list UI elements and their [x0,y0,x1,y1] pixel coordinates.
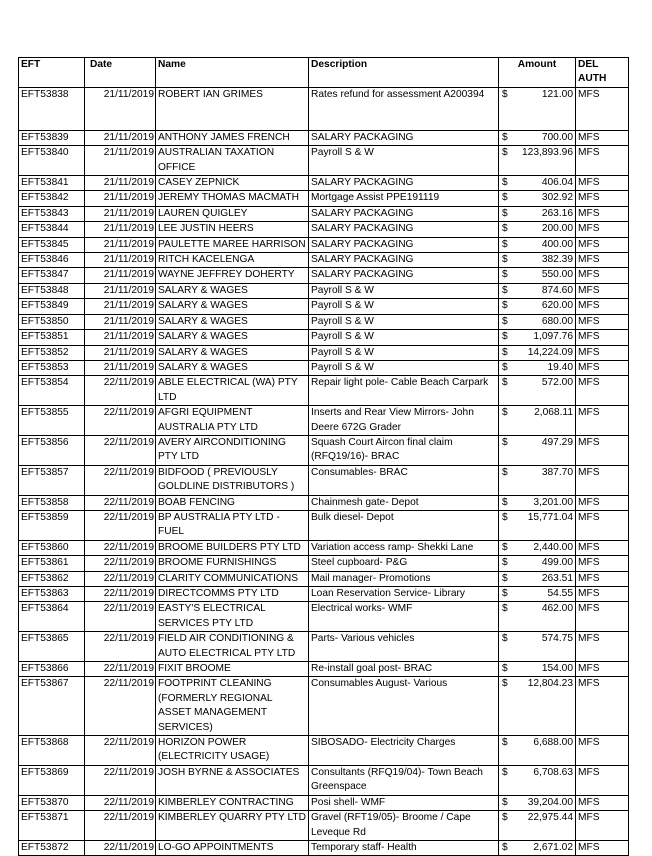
description-cell: Electrical works- WMF [309,602,499,632]
del-auth-cell: MFS [576,556,629,571]
description-cell: Loan Reservation Service- Library [309,587,499,602]
table-row [19,465,629,495]
del-auth-cell: MFS [576,435,629,465]
description-cell: Chainmesh gate- Depot [309,495,499,510]
eft-cell: EFT53849 [19,299,85,314]
description-cell: Payroll S & W [309,330,499,345]
amount-cell: 574.75 [513,632,576,662]
description-cell: Gravel (RFT19/05)- Broome / Cape Leveque Rd [309,811,499,841]
eft-cell: EFT53852 [19,345,85,360]
del-auth-cell: MFS [576,571,629,586]
date-cell: 22/11/2019 [85,587,156,602]
date-cell: 21/11/2019 [85,87,156,130]
currency-cell: $ [499,571,513,586]
del-auth-cell: MFS [576,283,629,298]
date-cell: 21/11/2019 [85,253,156,268]
table-row [19,795,629,810]
del-auth-cell: MFS [576,206,629,221]
eft-cell: EFT53851 [19,330,85,345]
description-cell: Inserts and Rear View Mirrors- John Deere 672G Grader [309,406,499,436]
currency-cell: $ [499,222,513,237]
name-cell: PAULETTE MAREE HARRISON [156,237,309,252]
description-cell: SALARY PACKAGING [309,222,499,237]
name-cell: ROBERT IAN GRIMES [156,87,309,130]
description-cell: Payroll S & W [309,146,499,176]
name-cell: BOAB FENCING [156,495,309,510]
del-auth-cell: MFS [576,840,629,855]
name-cell: FIELD AIR CONDITIONING & AUTO ELECTRICAL PTY LTD [156,632,309,662]
amount-cell: 462.00 [513,602,576,632]
del-auth-cell: MFS [576,191,629,206]
description-cell: SALARY PACKAGING [309,268,499,283]
eft-cell: EFT53870 [19,795,85,810]
date-cell: 21/11/2019 [85,191,156,206]
table-row [19,206,629,221]
date-cell: 21/11/2019 [85,345,156,360]
del-auth-cell: MFS [576,360,629,375]
date-cell: 22/11/2019 [85,736,156,766]
currency-cell: $ [499,495,513,510]
table-row [19,376,629,406]
name-cell: SALARY & WAGES [156,283,309,298]
del-auth-cell: MFS [576,662,629,677]
description-cell: Posi shell- WMF [309,795,499,810]
eft-cell: EFT53839 [19,130,85,145]
eft-cell: EFT53843 [19,206,85,221]
description-cell: Squash Court Aircon final claim (RFQ19/16)- BRAC [309,435,499,465]
date-cell: 21/11/2019 [85,206,156,221]
name-cell: SALARY & WAGES [156,360,309,375]
currency-cell: $ [499,314,513,329]
currency-cell: $ [499,435,513,465]
description-cell: Variation access ramp- Shekki Lane [309,540,499,555]
eft-cell: EFT53844 [19,222,85,237]
eft-cell: EFT53846 [19,253,85,268]
table-row [19,146,629,176]
table-row [19,130,629,145]
description-cell: Mail manager- Promotions [309,571,499,586]
name-cell: SALARY & WAGES [156,330,309,345]
date-cell: 22/11/2019 [85,540,156,555]
description-cell: Consumables August- Various [309,677,499,736]
currency-cell: $ [499,191,513,206]
currency-cell: $ [499,406,513,436]
del-auth-cell: MFS [576,146,629,176]
del-auth-cell: MFS [576,495,629,510]
description-cell: Parts- Various vehicles [309,632,499,662]
eft-cell: EFT53859 [19,510,85,540]
amount-cell: 3,201.00 [513,495,576,510]
table-row [19,283,629,298]
date-cell: 22/11/2019 [85,632,156,662]
del-auth-cell: MFS [576,330,629,345]
del-auth-cell: MFS [576,540,629,555]
description-cell: SIBOSADO- Electricity Charges [309,736,499,766]
del-auth-cell: MFS [576,632,629,662]
currency-cell: $ [499,662,513,677]
name-cell: LAUREN QUIGLEY [156,206,309,221]
table-row [19,840,629,855]
currency-cell: $ [499,556,513,571]
eft-cell: EFT53856 [19,435,85,465]
table-row [19,87,629,130]
date-cell: 21/11/2019 [85,268,156,283]
currency-cell: $ [499,677,513,736]
description-cell: Rates refund for assessment A200394 [309,87,499,130]
eft-cell: EFT53869 [19,765,85,795]
description-cell: SALARY PACKAGING [309,206,499,221]
amount-cell: 123,893.96 [513,146,576,176]
table-row [19,253,629,268]
description-cell: Payroll S & W [309,283,499,298]
name-cell: KIMBERLEY CONTRACTING [156,795,309,810]
currency-cell: $ [499,237,513,252]
table-row [19,176,629,191]
name-cell: RITCH KACELENGA [156,253,309,268]
table-row [19,330,629,345]
del-auth-cell: MFS [576,345,629,360]
amount-cell: 382.39 [513,253,576,268]
eft-cell: EFT53871 [19,811,85,841]
description-cell: Payroll S & W [309,314,499,329]
amount-cell: 6,688.00 [513,736,576,766]
description-cell: SALARY PACKAGING [309,237,499,252]
eft-cell: EFT53857 [19,465,85,495]
header-date: Date [85,58,156,88]
amount-cell: 54.55 [513,587,576,602]
amount-cell: 1,097.76 [513,330,576,345]
amount-cell: 2,440.00 [513,540,576,555]
name-cell: BROOME FURNISHINGS [156,556,309,571]
eft-cell: EFT53854 [19,376,85,406]
del-auth-cell: MFS [576,299,629,314]
name-cell: LEE JUSTIN HEERS [156,222,309,237]
date-cell: 22/11/2019 [85,495,156,510]
table-row [19,765,629,795]
amount-cell: 572.00 [513,376,576,406]
amount-cell: 154.00 [513,662,576,677]
table-row [19,435,629,465]
date-cell: 21/11/2019 [85,222,156,237]
table-row [19,237,629,252]
table-row [19,191,629,206]
name-cell: SALARY & WAGES [156,345,309,360]
del-auth-cell: MFS [576,736,629,766]
amount-cell: 22,975.44 [513,811,576,841]
currency-cell: $ [499,268,513,283]
date-cell: 22/11/2019 [85,435,156,465]
name-cell: BIDFOOD ( PREVIOUSLY GOLDLINE DISTRIBUTORS ) [156,465,309,495]
currency-cell: $ [499,376,513,406]
date-cell: 21/11/2019 [85,360,156,375]
date-cell: 22/11/2019 [85,406,156,436]
eft-cell: EFT53841 [19,176,85,191]
date-cell: 21/11/2019 [85,146,156,176]
name-cell: AFGRI EQUIPMENT AUSTRALIA PTY LTD [156,406,309,436]
table-row [19,632,629,662]
name-cell: ABLE ELECTRICAL (WA) PTY LTD [156,376,309,406]
date-cell: 21/11/2019 [85,176,156,191]
date-cell: 21/11/2019 [85,299,156,314]
currency-cell: $ [499,283,513,298]
name-cell: ANTHONY JAMES FRENCH [156,130,309,145]
date-cell: 21/11/2019 [85,314,156,329]
currency-cell: $ [499,736,513,766]
name-cell: CLARITY COMMUNICATIONS [156,571,309,586]
table-row [19,811,629,841]
currency-cell: $ [499,632,513,662]
currency-cell: $ [499,510,513,540]
description-cell: Consumables- BRAC [309,465,499,495]
date-cell: 22/11/2019 [85,795,156,810]
del-auth-cell: MFS [576,406,629,436]
date-cell: 21/11/2019 [85,237,156,252]
name-cell: LO-GO APPOINTMENTS [156,840,309,855]
del-auth-cell: MFS [576,237,629,252]
table-row [19,736,629,766]
amount-cell: 874.60 [513,283,576,298]
table-row [19,222,629,237]
amount-cell: 19.40 [513,360,576,375]
amount-cell: 550.00 [513,268,576,283]
del-auth-cell: MFS [576,811,629,841]
name-cell: KIMBERLEY QUARRY PTY LTD [156,811,309,841]
del-auth-cell: MFS [576,602,629,632]
name-cell: EASTY'S ELECTRICAL SERVICES PTY LTD [156,602,309,632]
date-cell: 22/11/2019 [85,510,156,540]
currency-cell: $ [499,299,513,314]
amount-cell: 121.00 [513,87,576,130]
amount-cell: 700.00 [513,130,576,145]
header-name: Name [156,58,309,88]
currency-cell: $ [499,587,513,602]
eft-cell: EFT53863 [19,587,85,602]
table-row [19,299,629,314]
amount-cell: 499.00 [513,556,576,571]
name-cell: JOSH BYRNE & ASSOCIATES [156,765,309,795]
amount-cell: 14,224.09 [513,345,576,360]
name-cell: BP AUSTRALIA PTY LTD - FUEL [156,510,309,540]
date-cell: 21/11/2019 [85,130,156,145]
currency-cell: $ [499,465,513,495]
date-cell: 22/11/2019 [85,662,156,677]
eft-cell: EFT53865 [19,632,85,662]
currency-cell: $ [499,795,513,810]
eft-cell: EFT53867 [19,677,85,736]
description-cell: Consultants (RFQ19/04)- Town Beach Greenspace [309,765,499,795]
amount-cell: 497.29 [513,435,576,465]
description-cell: Payroll S & W [309,299,499,314]
name-cell: WAYNE JEFFREY DOHERTY [156,268,309,283]
del-auth-cell: MFS [576,176,629,191]
del-auth-cell: MFS [576,376,629,406]
header-amount: Amount [499,58,576,88]
amount-cell: 6,708.63 [513,765,576,795]
del-auth-cell: MFS [576,510,629,540]
name-cell: DIRECTCOMMS PTY LTD [156,587,309,602]
currency-cell: $ [499,540,513,555]
amount-cell: 12,804.23 [513,677,576,736]
del-auth-cell: MFS [576,222,629,237]
currency-cell: $ [499,765,513,795]
del-auth-cell: MFS [576,268,629,283]
table-row [19,677,629,736]
amount-cell: 200.00 [513,222,576,237]
name-cell: AUSTRALIAN TAXATION OFFICE [156,146,309,176]
eft-cell: EFT53866 [19,662,85,677]
del-auth-cell: MFS [576,87,629,130]
currency-cell: $ [499,330,513,345]
name-cell: SALARY & WAGES [156,314,309,329]
table-row [19,345,629,360]
name-cell: AVERY AIRCONDITIONING PTY LTD [156,435,309,465]
description-cell: Mortgage Assist PPE191119 [309,191,499,206]
description-cell: Bulk diesel- Depot [309,510,499,540]
eft-cell: EFT53862 [19,571,85,586]
del-auth-cell: MFS [576,253,629,268]
amount-cell: 15,771.04 [513,510,576,540]
amount-cell: 263.51 [513,571,576,586]
currency-cell: $ [499,176,513,191]
currency-cell: $ [499,130,513,145]
date-cell: 22/11/2019 [85,376,156,406]
description-cell: Repair light pole- Cable Beach Carpark [309,376,499,406]
amount-cell: 2,068.11 [513,406,576,436]
date-cell: 22/11/2019 [85,765,156,795]
eft-cell: EFT53842 [19,191,85,206]
name-cell: JEREMY THOMAS MACMATH [156,191,309,206]
payments-table [18,57,629,856]
currency-cell: $ [499,87,513,130]
amount-cell: 263.16 [513,206,576,221]
currency-cell: $ [499,811,513,841]
amount-cell: 39,204.00 [513,795,576,810]
name-cell: SALARY & WAGES [156,299,309,314]
description-cell: Steel cupboard- P&G [309,556,499,571]
eft-cell: EFT53847 [19,268,85,283]
description-cell: Payroll S & W [309,345,499,360]
eft-cell: EFT53848 [19,283,85,298]
date-cell: 22/11/2019 [85,602,156,632]
table-row [19,602,629,632]
name-cell: HORIZON POWER (ELECTRICITY USAGE) [156,736,309,766]
amount-cell: 302.92 [513,191,576,206]
table-row [19,587,629,602]
eft-cell: EFT53840 [19,146,85,176]
eft-cell: EFT53855 [19,406,85,436]
eft-cell: EFT53845 [19,237,85,252]
amount-cell: 406.04 [513,176,576,191]
description-cell: SALARY PACKAGING [309,253,499,268]
table-row [19,540,629,555]
date-cell: 22/11/2019 [85,571,156,586]
del-auth-cell: MFS [576,314,629,329]
header-eft: EFT [19,58,85,88]
date-cell: 22/11/2019 [85,811,156,841]
del-auth-cell: MFS [576,465,629,495]
amount-cell: 400.00 [513,237,576,252]
amount-cell: 387.70 [513,465,576,495]
date-cell: 22/11/2019 [85,465,156,495]
date-cell: 21/11/2019 [85,283,156,298]
eft-cell: EFT53860 [19,540,85,555]
currency-cell: $ [499,206,513,221]
currency-cell: $ [499,253,513,268]
name-cell: FIXIT BROOME [156,662,309,677]
table-row [19,495,629,510]
header-del-auth: DEL AUTH [576,58,629,88]
name-cell: FOOTPRINT CLEANING (FORMERLY REGIONAL ASSET MANAGEMENT SERVICES) [156,677,309,736]
date-cell: 22/11/2019 [85,677,156,736]
table-row [19,314,629,329]
table-row [19,360,629,375]
currency-cell: $ [499,345,513,360]
amount-cell: 620.00 [513,299,576,314]
name-cell: BROOME BUILDERS PTY LTD [156,540,309,555]
description-cell: Payroll S & W [309,360,499,375]
currency-cell: $ [499,146,513,176]
table-row [19,571,629,586]
eft-cell: EFT53853 [19,360,85,375]
description-cell: Temporary staff- Health [309,840,499,855]
del-auth-cell: MFS [576,795,629,810]
eft-cell: EFT53858 [19,495,85,510]
eft-cell: EFT53864 [19,602,85,632]
del-auth-cell: MFS [576,130,629,145]
name-cell: CASEY ZEPNICK [156,176,309,191]
header-row [19,58,629,88]
date-cell: 22/11/2019 [85,840,156,855]
eft-cell: EFT53861 [19,556,85,571]
amount-cell: 680.00 [513,314,576,329]
del-auth-cell: MFS [576,765,629,795]
description-cell: Re-install goal post- BRAC [309,662,499,677]
currency-cell: $ [499,602,513,632]
del-auth-cell: MFS [576,677,629,736]
eft-cell: EFT53868 [19,736,85,766]
table-row [19,406,629,436]
table-row [19,556,629,571]
description-cell: SALARY PACKAGING [309,176,499,191]
currency-cell: $ [499,360,513,375]
eft-cell: EFT53872 [19,840,85,855]
eft-cell: EFT53838 [19,87,85,130]
date-cell: 22/11/2019 [85,556,156,571]
description-cell: SALARY PACKAGING [309,130,499,145]
eft-cell: EFT53850 [19,314,85,329]
currency-cell: $ [499,840,513,855]
table-row [19,268,629,283]
amount-cell: 2,671.02 [513,840,576,855]
table-row [19,662,629,677]
header-description: Description [309,58,499,88]
date-cell: 21/11/2019 [85,330,156,345]
del-auth-cell: MFS [576,587,629,602]
table-row [19,510,629,540]
